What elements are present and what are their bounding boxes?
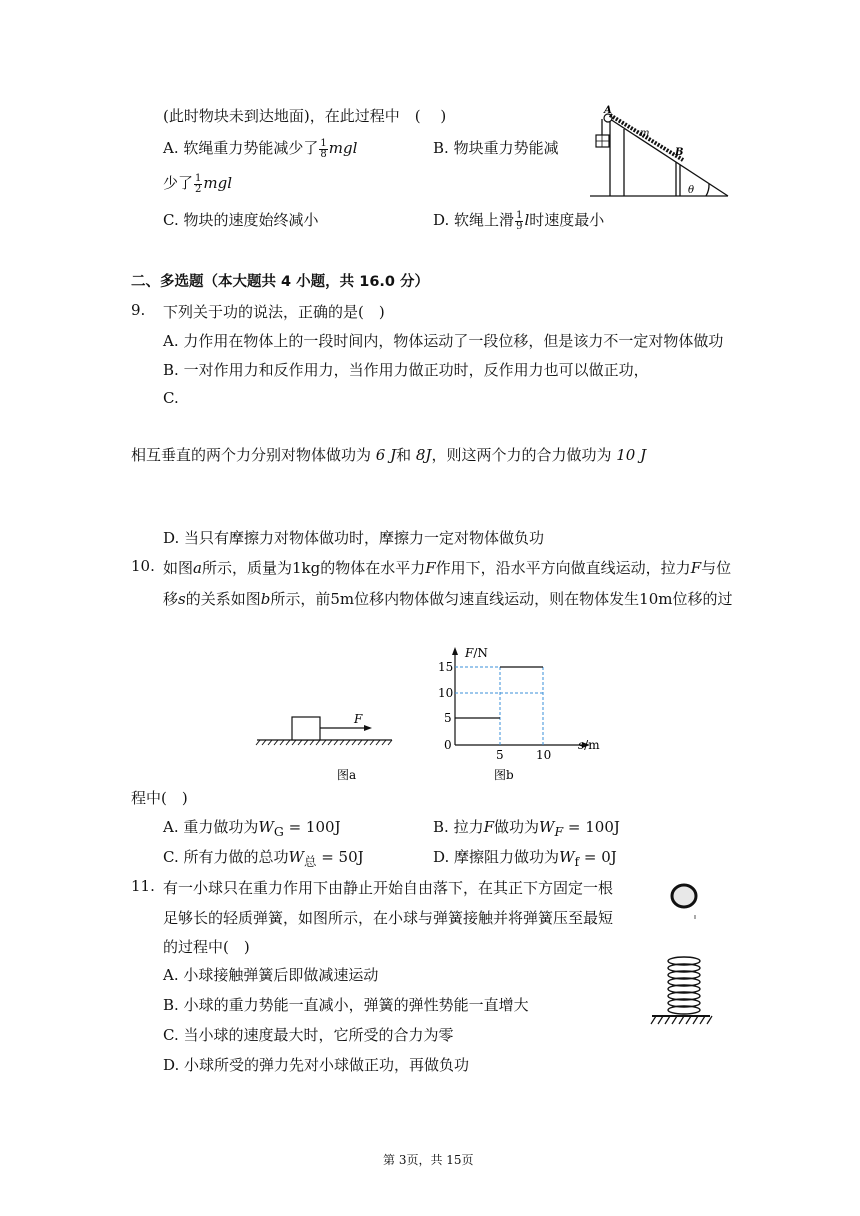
q9-option-b: B. 一对作用力和反作用力，当作用力做正功时，反作用力也可以做正功， [163, 361, 649, 379]
ytick-5: 5 [444, 711, 452, 725]
ball-spring-figure [640, 875, 720, 1035]
q10-option-b: B. 拉力F做功为$W_F = 100J$ [433, 818, 620, 839]
q9-option-d: D. 当只有摩擦力对物体做功时，摩擦力一定对物体做负功 [163, 529, 545, 547]
section-title: 二、多选题（本大题共 4 小题，共 16.0 分） [131, 274, 430, 290]
q10-stem-line2: 移s的关系如图b所示，前5m位移内物体做匀速直线运动，则在物体发生10m位移的过 [163, 590, 733, 608]
q11-option-a: A. 小球接触弹簧后即做减速运动 [163, 966, 379, 984]
figure-b [430, 640, 620, 790]
q8-option-d: D. 软绳上滑 $\frac{1}{9}$ l时速度最小 [433, 209, 605, 232]
q8-stem-tail: (此时物块未到达地面)，在此过程中 ( ) [163, 107, 447, 125]
q11-option-d: D. 小球所受的弹力先对小球做正功，再做负功 [163, 1056, 470, 1074]
q10-option-c: C. 所有力做的总功$W_总 = 50J$ [163, 848, 364, 869]
q11-option-b: B. 小球的重力势能一直减小，弹簧的弹性势能一直增大 [163, 996, 529, 1014]
label-b: B [675, 147, 684, 158]
q10-number: 10. [131, 557, 155, 575]
ball [672, 885, 696, 907]
q10-stem-line1: 如图a所示，质量为1kg的物体在水平力F作用下，沿水平方向做直线运动，拉力F与位 [163, 559, 732, 577]
ytick-0: 0 [444, 738, 452, 752]
incline-figure [588, 105, 733, 200]
q9-stem: 下列关于功的说法，正确的是( ) [163, 303, 385, 321]
ytick-15: 15 [438, 660, 454, 674]
figure-b-caption: 图b [494, 768, 514, 782]
xtick-10: 10 [536, 748, 552, 762]
q10-option-d: D. 摩擦阻力做功为$W_f = 0J$ [433, 848, 617, 869]
q11-option-c: C. 当小球的速度最大时，它所受的合力为零 [163, 1026, 454, 1044]
block [292, 717, 320, 740]
figure-a [252, 705, 397, 785]
q11-stem-line2: 足够长的轻质弹簧，如图所示，在小球与弹簧接触并将弹簧压至最短 [163, 909, 614, 927]
q10-stem-line3: 程中( ) [131, 789, 188, 807]
q9-number: 9. [131, 301, 146, 319]
force-label: F [354, 712, 363, 726]
q11-number: 11. [131, 877, 155, 895]
q8-option-b-continued: 少了 $\frac{1}{2}$ mgl [163, 172, 233, 195]
label-a: A [604, 105, 612, 116]
y-axis-label: F/N [465, 646, 488, 660]
figure-a-caption: 图a [337, 768, 357, 782]
page-footer: 第 3页，共 15页 [383, 1153, 474, 1167]
q8-option-b: B. 物块重力势能减 [433, 139, 559, 157]
x-axis-label: s/m [578, 738, 600, 752]
q11-stem-line3: 的过程中( ) [163, 938, 250, 956]
q8-option-a: A. 软绳重力势能减少了 $\frac{1}{8}$ mgl [163, 137, 358, 160]
q9-option-c-text: 相互垂直的两个力分别对物体做功为 6 J和 8J，则这两个力的合力做功为 10 J [131, 446, 647, 464]
q9-option-c-label: C. [163, 389, 179, 407]
q8-option-c: C. 物块的速度始终减小 [163, 211, 319, 229]
xtick-5: 5 [496, 748, 504, 762]
label-theta: θ [688, 185, 695, 196]
ytick-10: 10 [438, 686, 454, 700]
q10-option-a: A. 重力做功为$W_G = 100J$ [163, 818, 341, 839]
label-m: m [640, 128, 650, 139]
spring [668, 957, 700, 1014]
q9-option-a: A. 力作用在物体上的一段时间内，物体运动了一段位移，但是该力不一定对物体做功 [163, 332, 724, 350]
q11-stem-line1: 有一小球只在重力作用下由静止开始自由落下，在其正下方固定一根 [163, 879, 614, 897]
